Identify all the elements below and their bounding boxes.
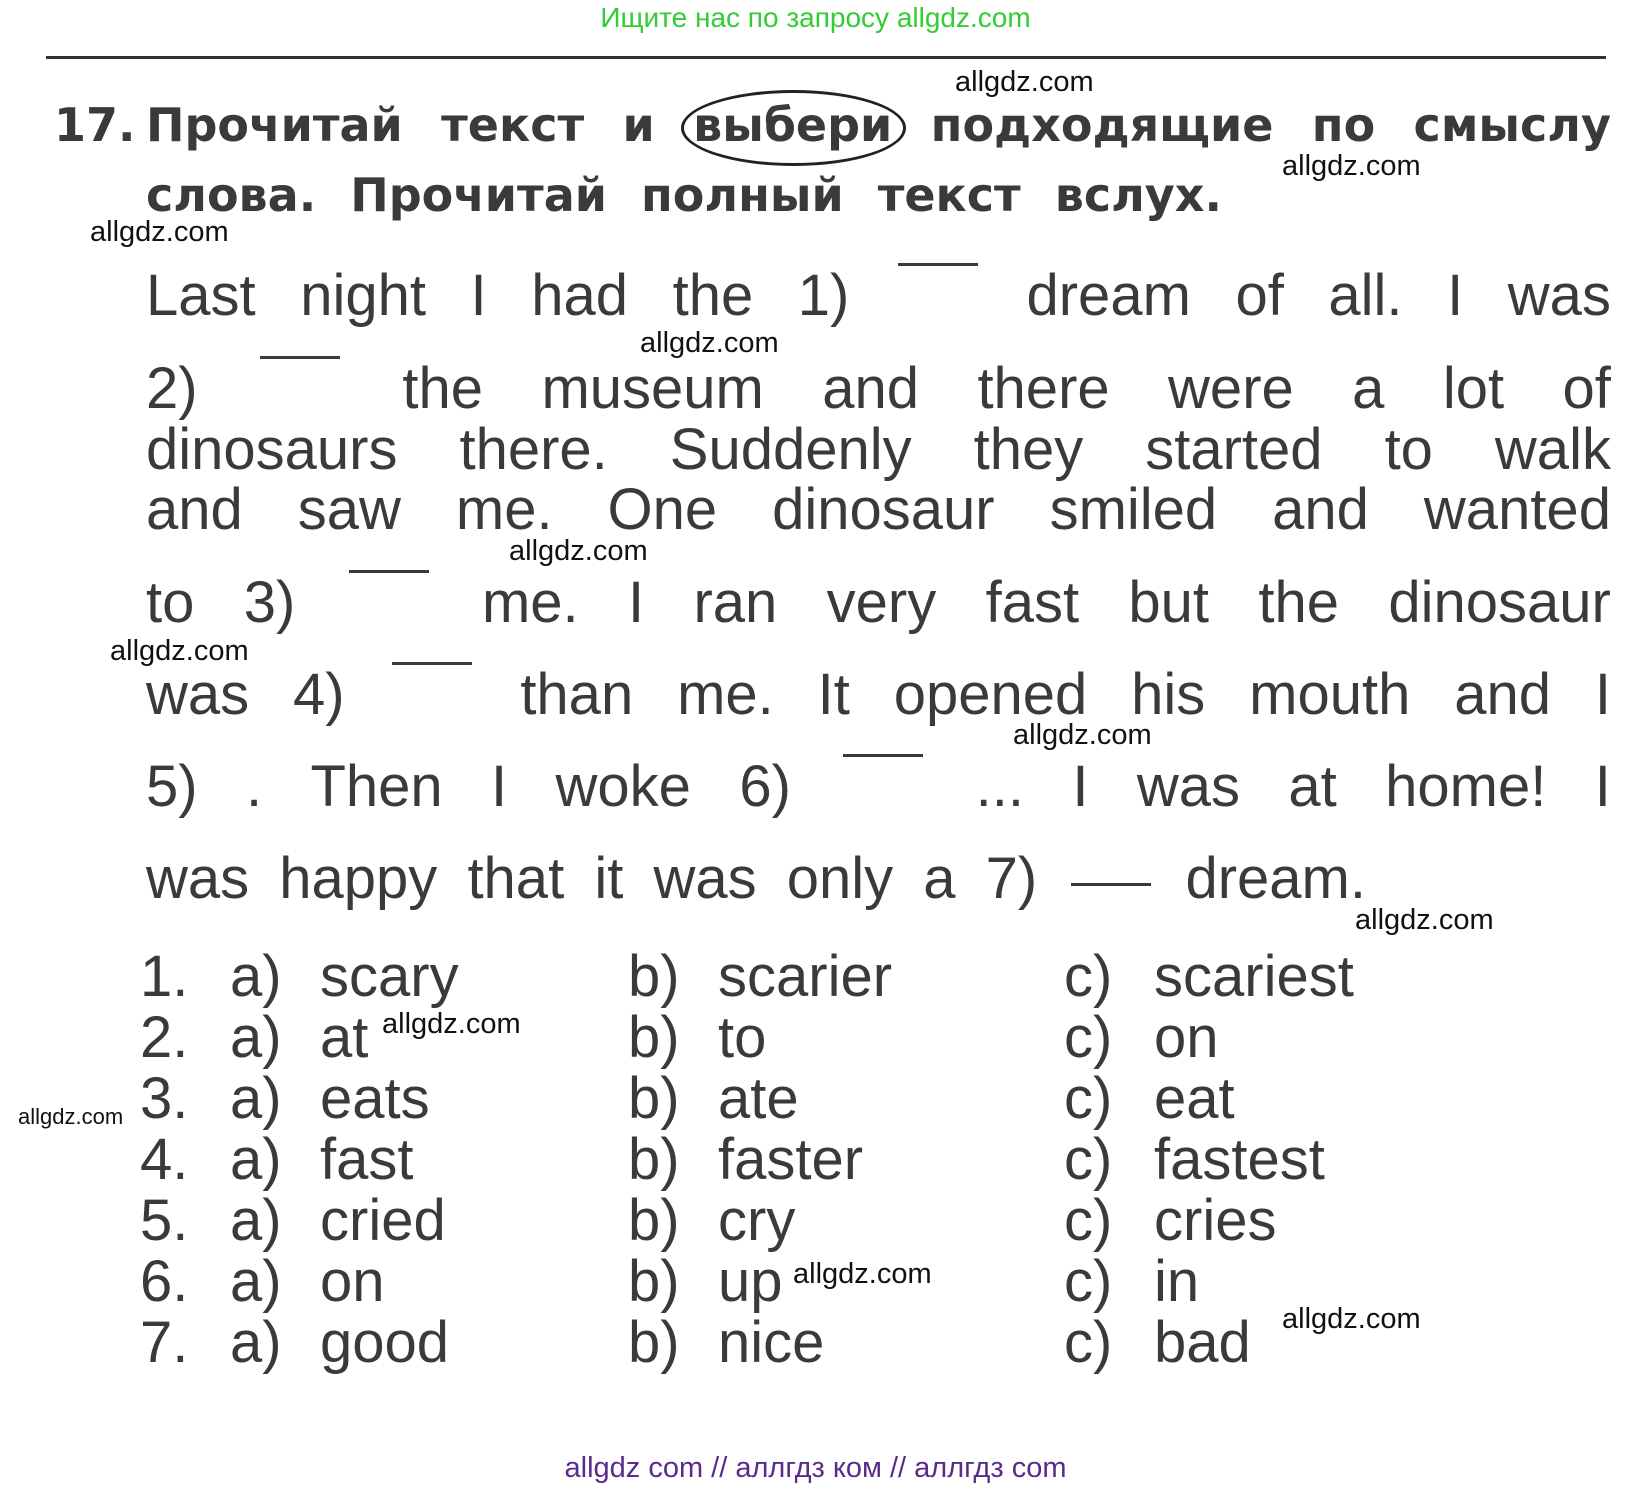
option-c[interactable]: bad	[1154, 1310, 1251, 1375]
story-word: at	[1288, 754, 1337, 819]
story-word: Suddenly	[669, 417, 912, 482]
story-word: Last	[146, 263, 256, 328]
story-word: that	[467, 846, 565, 911]
option-b[interactable]: faster	[718, 1127, 864, 1192]
word: смыслу	[1413, 98, 1611, 152]
option-label-b: b)	[628, 1188, 680, 1253]
option-a[interactable]: eats	[320, 1066, 430, 1131]
story-word: .	[245, 754, 263, 819]
story-word: night	[300, 263, 426, 328]
story-word: Then	[310, 754, 443, 819]
story-word: ran	[693, 570, 778, 635]
watermark: allgdz.com	[1282, 1303, 1421, 1335]
answer-blank[interactable]	[843, 754, 923, 757]
option-label-a: a)	[230, 1310, 282, 1375]
option-b[interactable]: to	[718, 1005, 767, 1070]
watermark: allgdz.com	[1282, 150, 1421, 182]
option-label-a: a)	[230, 1066, 282, 1131]
story-word: was	[1136, 754, 1241, 819]
header-divider	[46, 56, 1606, 59]
option-b[interactable]: ate	[718, 1066, 799, 1131]
story-word: 5)	[146, 754, 198, 819]
story-word: was	[653, 846, 757, 911]
story-line-3	[146, 417, 1611, 483]
story-word: there	[977, 356, 1110, 421]
story-word: dinosaur	[772, 477, 995, 542]
story-word: a	[1352, 356, 1385, 421]
footer-watermark: allgdz com // аллгдз ком // аллгдз com	[564, 1452, 1067, 1484]
option-b[interactable]: scarier	[718, 944, 893, 1009]
story-word: his	[1131, 662, 1206, 727]
story-word: the	[402, 356, 484, 421]
story-word: woke	[555, 754, 691, 819]
answer-blank[interactable]	[898, 263, 978, 266]
option-number: 6.	[140, 1249, 189, 1314]
story-word: the	[672, 263, 754, 328]
story-word: than	[520, 662, 634, 727]
option-label-a: a)	[230, 1249, 282, 1314]
story-word: It	[817, 662, 850, 727]
option-number: 3.	[140, 1066, 189, 1131]
option-label-c: c)	[1064, 1310, 1113, 1375]
circled-word: выбери	[693, 98, 893, 152]
story-word: smiled	[1049, 477, 1218, 542]
option-c[interactable]: fastest	[1154, 1127, 1325, 1192]
option-number: 1.	[140, 944, 189, 1009]
story-word: a	[923, 846, 956, 911]
watermark: allgdz.com	[90, 216, 229, 248]
option-a[interactable]: scary	[320, 944, 459, 1009]
option-label-c: c)	[1064, 1127, 1113, 1192]
story-word: dinosaurs	[146, 417, 398, 482]
option-label-c: c)	[1064, 1188, 1113, 1253]
option-label-a: a)	[230, 944, 282, 1009]
option-label-b: b)	[628, 1066, 680, 1131]
story-word: I	[1447, 263, 1464, 328]
story-word: me.	[677, 662, 774, 727]
option-a[interactable]: at	[320, 1005, 369, 1070]
task-instruction-line1	[146, 98, 1611, 152]
option-label-b: b)	[628, 1127, 680, 1192]
story-word: started	[1145, 417, 1323, 482]
story-word: and	[1454, 662, 1551, 727]
watermark: allgdz.com	[509, 535, 648, 567]
option-c[interactable]: scariest	[1154, 944, 1354, 1009]
story-word: of	[1235, 263, 1284, 328]
story-word: were	[1168, 356, 1294, 421]
story-word: walk	[1494, 417, 1611, 482]
option-label-c: c)	[1064, 1249, 1113, 1314]
story-word: they	[973, 417, 1084, 482]
option-b[interactable]: up	[718, 1249, 783, 1314]
story-word: ...	[975, 754, 1024, 819]
story-word: One	[607, 477, 718, 542]
story-word: saw	[297, 477, 401, 542]
option-label-b: b)	[628, 1005, 680, 1070]
story-word: I	[470, 263, 487, 328]
answer-blank[interactable]	[392, 662, 472, 665]
story-word: only	[786, 846, 894, 911]
story-word: 2)	[146, 356, 198, 421]
story-word: 6)	[739, 754, 791, 819]
story-word: 4)	[293, 662, 345, 727]
story-word: and	[146, 477, 243, 542]
story-line-5	[146, 570, 1611, 636]
option-number: 5.	[140, 1188, 189, 1253]
story-word: it	[594, 846, 624, 911]
story-line-8	[146, 846, 1366, 912]
story-word: me.	[481, 570, 579, 635]
option-label-c: c)	[1064, 1005, 1113, 1070]
option-label-a: a)	[230, 1188, 282, 1253]
watermark: allgdz.com	[955, 66, 1094, 98]
option-label-a: a)	[230, 1005, 282, 1070]
watermark: allgdz.com	[1013, 719, 1152, 751]
option-b[interactable]: nice	[718, 1310, 825, 1375]
answer-blank[interactable]	[1071, 883, 1151, 886]
option-label-b: b)	[628, 944, 680, 1009]
story-word: wanted	[1423, 477, 1611, 542]
option-c[interactable]: in	[1154, 1249, 1200, 1314]
story-word: and	[822, 356, 920, 421]
story-word: all.	[1328, 263, 1403, 328]
option-label-b: b)	[628, 1310, 680, 1375]
word: Прочитай	[146, 98, 403, 152]
story-word: I	[1072, 754, 1089, 819]
watermark: allgdz.com	[793, 1258, 932, 1290]
top-banner[interactable]: Ищите нас по запросу allgdz.com	[600, 2, 1031, 33]
answer-blank[interactable]	[349, 570, 429, 573]
story-word: but	[1128, 570, 1210, 635]
story-word: I	[628, 570, 645, 635]
story-word: and	[1272, 477, 1369, 542]
story-word: 7)	[985, 846, 1038, 911]
watermark: allgdz.com	[1355, 904, 1494, 936]
story-word: me.	[455, 477, 553, 542]
option-label-a: a)	[230, 1127, 282, 1192]
option-label-c: c)	[1064, 1066, 1113, 1131]
story-word: was	[1507, 263, 1611, 328]
story-word: lot	[1442, 356, 1505, 421]
story-line-7	[146, 754, 1611, 820]
answer-blank[interactable]	[260, 356, 340, 359]
story-word: of	[1562, 356, 1611, 421]
story-word: there.	[459, 417, 608, 482]
task-number: 17.	[54, 98, 136, 152]
task-instruction-line2: слова. Прочитай полный текст вслух.	[146, 168, 1222, 222]
option-number: 4.	[140, 1127, 189, 1192]
option-label-b: b)	[628, 1249, 680, 1314]
story-word: happy	[279, 846, 438, 911]
option-a[interactable]: cried	[320, 1188, 446, 1253]
story-word: I	[491, 754, 508, 819]
watermark: allgdz.com	[110, 635, 249, 667]
story-word: fast	[985, 570, 1080, 635]
option-c[interactable]: eat	[1154, 1066, 1235, 1131]
option-number: 7.	[140, 1310, 189, 1375]
story-word: 1)	[797, 263, 850, 328]
story-line-2	[146, 356, 1611, 422]
story-word: the	[1258, 570, 1340, 635]
word: и	[622, 98, 655, 152]
watermark: allgdz.com	[382, 1008, 521, 1040]
story-word: home!	[1385, 754, 1547, 819]
watermark: allgdz.com	[640, 327, 779, 359]
story-word: very	[826, 570, 937, 635]
option-a[interactable]: fast	[320, 1127, 414, 1192]
story-word: was	[146, 662, 250, 727]
option-a[interactable]: good	[320, 1310, 450, 1375]
story-word: I	[1594, 662, 1611, 727]
story-word: opened	[893, 662, 1088, 727]
story-line-1	[146, 263, 1611, 329]
story-word: to	[1384, 417, 1433, 482]
word: подходящие	[930, 98, 1274, 152]
story-word: dinosaur	[1388, 570, 1611, 635]
watermark: allgdz.com	[18, 1104, 124, 1129]
story-word: to	[146, 570, 195, 635]
story-word: was	[146, 846, 250, 911]
story-line-4	[146, 477, 1611, 543]
option-b[interactable]: cry	[718, 1188, 796, 1253]
story-word: I	[1594, 754, 1611, 819]
story-word: had	[531, 263, 629, 328]
story-word: 3)	[243, 570, 296, 635]
option-a[interactable]: on	[320, 1249, 385, 1314]
story-word: dream.	[1185, 846, 1366, 911]
option-c[interactable]: cries	[1154, 1188, 1277, 1253]
option-number: 2.	[140, 1005, 189, 1070]
story-word: mouth	[1249, 662, 1411, 727]
word: текст	[441, 98, 585, 152]
option-label-c: c)	[1064, 944, 1113, 1009]
story-line-6	[146, 662, 1611, 728]
option-c[interactable]: on	[1154, 1005, 1219, 1070]
story-word: dream	[1026, 263, 1191, 328]
story-word: museum	[541, 356, 764, 421]
word: по	[1311, 98, 1376, 152]
